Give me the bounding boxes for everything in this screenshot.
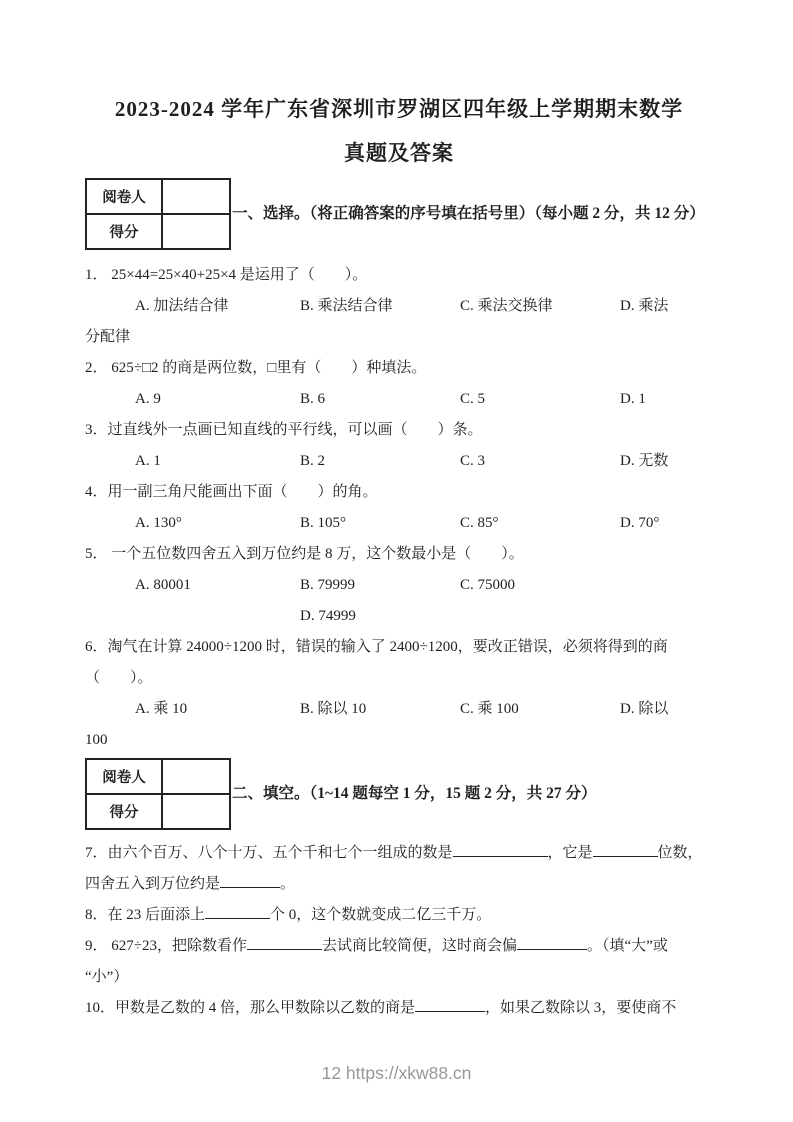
question-5-options bbox=[85, 570, 713, 601]
score-label: 得分 bbox=[86, 214, 162, 249]
question-4-text: 4．用一副三角尺能画出下面（ ）的角。 bbox=[85, 484, 378, 500]
question-1-text: 1． 25×44=25×40+25×4 是运用了（ ）。 bbox=[85, 267, 368, 283]
blank-line bbox=[220, 873, 280, 888]
section-1-questions bbox=[85, 260, 713, 756]
option-a: A. 1 bbox=[135, 453, 161, 469]
grader-value-cell bbox=[162, 179, 230, 214]
question-text: ，如果乙数除以 3，要使商不 bbox=[485, 1000, 677, 1016]
score-value-cell bbox=[162, 794, 230, 829]
page-title-line-2: 真题及答案 bbox=[344, 141, 454, 165]
page-footer-watermark: 12 https://xkw88.cn bbox=[321, 1063, 472, 1083]
question-text: 10．甲数是乙数的 4 倍，那么甲数除以乙数的商是 bbox=[85, 1000, 416, 1016]
option-c: C. 85° bbox=[460, 515, 499, 531]
score-box-2 bbox=[85, 758, 231, 830]
question-10-line bbox=[85, 993, 713, 1024]
question-5-option-d: D. 74999 bbox=[300, 608, 356, 624]
question-text: 去试商比较简便，这时商会偏 bbox=[321, 938, 517, 954]
option-a: A. 80001 bbox=[135, 577, 191, 593]
question-2-options bbox=[85, 384, 713, 415]
question-text: 7．由六个百万、八个十万、五个千和七个一组成的数是 bbox=[85, 845, 453, 861]
grader-label: 阅卷人 bbox=[86, 759, 162, 794]
question-8-line bbox=[85, 900, 713, 931]
option-d-empty bbox=[620, 570, 713, 601]
section-2-questions bbox=[85, 838, 713, 1024]
blank-line bbox=[517, 935, 587, 950]
option-a: A. 乘 10 bbox=[135, 701, 188, 717]
question-text: 8．在 23 后面添上 bbox=[85, 907, 206, 923]
question-2-text: 2． 625÷□2 的商是两位数，□里有（ ）种填法。 bbox=[85, 360, 427, 376]
blank-line bbox=[415, 997, 485, 1012]
grader-label: 阅卷人 bbox=[86, 179, 162, 214]
option-c: C. 乘法交换律 bbox=[460, 298, 553, 314]
question-1-option-d-wrap: 分配律 bbox=[85, 329, 131, 345]
question-6-text-line-1: 6．淘气在计算 24000÷1200 时，错误的输入了 2400÷1200，要改正错误，必须将得到的商 bbox=[85, 639, 668, 655]
question-5-text: 5． 一个五位数四舍五入到万位约是 8 万，这个数最小是（ ）。 bbox=[85, 546, 524, 562]
section-2-header bbox=[85, 758, 713, 830]
question-3-options bbox=[85, 446, 713, 477]
question-7-line-1 bbox=[85, 838, 713, 869]
option-b: B. 除以 10 bbox=[300, 701, 367, 717]
option-c: C. 乘 100 bbox=[460, 701, 519, 717]
section-1-heading: 一、选择。（将正确答案的序号填在括号里）（每小题 2 分，共 12 分） bbox=[232, 205, 705, 222]
question-9-line-2: “小”） bbox=[85, 969, 129, 985]
question-4-options bbox=[85, 508, 713, 539]
page-title-line-1: 2023-2024 学年广东省深圳市罗湖区四年级上学期期末数学 bbox=[114, 97, 684, 121]
question-3-text: 3．过直线外一点画已知直线的平行线，可以画（ ）条。 bbox=[85, 422, 483, 438]
score-box-1 bbox=[85, 178, 231, 250]
question-text: 位数， bbox=[657, 845, 703, 861]
option-d: D. 除以 bbox=[620, 701, 669, 717]
question-6-options bbox=[85, 694, 713, 725]
option-c: C. 3 bbox=[460, 453, 486, 469]
option-a: A. 9 bbox=[135, 391, 161, 407]
question-6-option-d-wrap: 100 bbox=[85, 732, 108, 748]
option-c: C. 5 bbox=[460, 391, 486, 407]
question-6-text-line-2: （ ）。 bbox=[85, 670, 153, 686]
question-text: 。 bbox=[280, 876, 296, 892]
section-2-heading: 二、填空。（1~14 题每空 1 分，15 题 2 分，共 27 分） bbox=[232, 785, 597, 802]
grader-value-cell bbox=[162, 759, 230, 794]
blank-line bbox=[247, 935, 322, 950]
question-text: 9． 627÷23，把除数看作 bbox=[85, 938, 247, 954]
option-b: B. 79999 bbox=[300, 577, 356, 593]
option-b: B. 乘法结合律 bbox=[300, 298, 393, 314]
option-d: D. 70° bbox=[620, 515, 660, 531]
option-c: C. 75000 bbox=[460, 577, 516, 593]
question-9-line-1 bbox=[85, 931, 713, 962]
option-b: B. 105° bbox=[300, 515, 347, 531]
option-a: A. 130° bbox=[135, 515, 182, 531]
option-a: A. 加法结合律 bbox=[135, 298, 229, 314]
option-d: D. 乘法 bbox=[620, 298, 669, 314]
question-text: 个 0，这个数就变成二亿三千万。 bbox=[270, 907, 492, 923]
option-d: D. 1 bbox=[620, 391, 646, 407]
blank-line bbox=[205, 904, 270, 919]
option-b: B. 6 bbox=[300, 391, 326, 407]
option-d: D. 无数 bbox=[620, 453, 669, 469]
page-content bbox=[85, 0, 713, 1024]
section-1-header bbox=[85, 178, 713, 250]
blank-line bbox=[593, 842, 658, 857]
question-text: ，它是 bbox=[547, 845, 593, 861]
score-value-cell bbox=[162, 214, 230, 249]
question-text: 四舍五入到万位约是 bbox=[85, 876, 221, 892]
question-text: 。（填“大”或 bbox=[587, 938, 668, 954]
question-7-line-2 bbox=[85, 869, 713, 900]
score-label: 得分 bbox=[86, 794, 162, 829]
question-1-options bbox=[85, 291, 713, 322]
blank-line bbox=[453, 842, 548, 857]
option-b: B. 2 bbox=[300, 453, 326, 469]
